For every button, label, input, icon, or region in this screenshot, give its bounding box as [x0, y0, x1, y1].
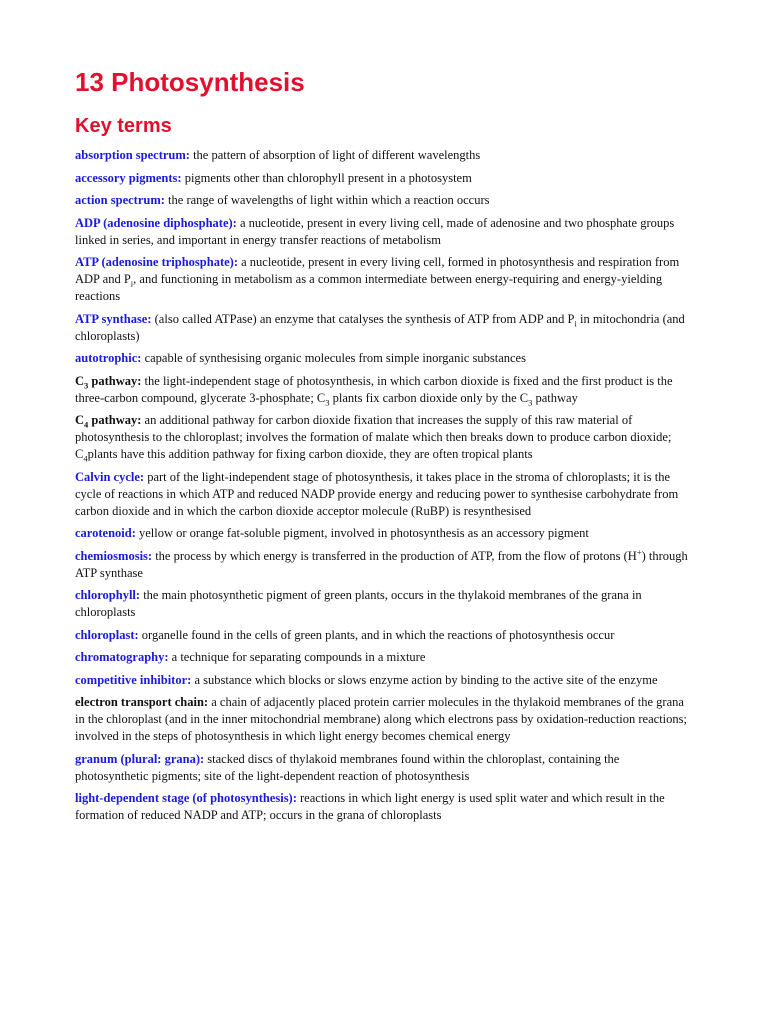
term-entry	[75, 672, 695, 689]
term-label: $C_4$ pathway:	[75, 413, 142, 430]
page-title: 13 Photosynthesis	[75, 67, 305, 97]
term-definition: a nucleotide, present in every living cell, formed in photosynthesis and respiration from ADP and $P_i$, and functioning in metabolism as a common intermediate between energy-requiring and energy-yielding reactions	[75, 255, 680, 303]
term-definition: the range of wavelengths of light within which a reaction occurs	[168, 193, 490, 207]
term-entry	[75, 254, 695, 305]
term-definition: a nucleotide, present in every living cell, made of adenosine and two phosphate groups linked in series, and important in energy transfer reactions of metabolism	[75, 215, 675, 247]
term-definition: the process by which energy is transferred in the production of ATP, from the flow of protons (H+) through ATP synthase	[75, 546, 688, 580]
term-label: action spectrum:	[75, 193, 165, 207]
term-entry	[75, 412, 695, 463]
term-entry	[75, 649, 695, 666]
term-label: chromatography:	[75, 650, 169, 664]
term-label: autotrophic:	[75, 351, 142, 365]
term-label: electron transport chain:	[75, 695, 209, 709]
term-entry	[75, 751, 695, 785]
term-entry	[75, 627, 695, 644]
term-definition: yellow or orange fat-soluble pigment, involved in photosynthesis as an accessory pigment	[139, 526, 589, 540]
term-label: competitive inhibitor:	[75, 672, 192, 687]
term-definition: a substance which blocks or slows enzyme action by binding to the active site of the enzyme	[194, 672, 658, 687]
term-label: ADP (adenosine diphosphate):	[75, 215, 237, 230]
term-label: chemiosmosis:	[75, 548, 153, 563]
term-definition: capable of synthesising organic molecules from simple inorganic substances	[144, 351, 526, 365]
term-label: light-dependent stage (of photosynthesis):	[75, 791, 297, 805]
term-definition: a chain of adjacently placed protein carrier molecules in the thylakoid membranes of the grana in the chloroplast (and in the inner mitochondrial membrane) along which electrons pass by oxidation-reduction reactions; involved in the steps of photosynthesis in which light energy becomes chemical energy	[75, 695, 687, 743]
term-entry	[75, 790, 695, 824]
term-entry	[75, 548, 695, 582]
term-definition: an additional pathway for carbon dioxide fixation that increases the supply of this raw material of photosynthesis to the chloroplast; involves the formation of malate which then breaks down to produce carbon dioxide; $C_4plants$ have this addition pathway for fixing carbon dioxide, they are often tropical plants	[75, 413, 672, 464]
term-entry	[75, 170, 695, 187]
term-entry	[75, 192, 695, 209]
term-label: ATP synthase:	[75, 311, 152, 326]
term-entry	[75, 350, 695, 367]
term-label: absorption spectrum:	[75, 148, 190, 162]
term-entry	[75, 373, 695, 407]
term-entry	[75, 525, 695, 542]
term-label: $C_3$ pathway:	[75, 373, 142, 390]
term-entry	[75, 469, 695, 520]
term-entry	[75, 311, 695, 345]
term-entry	[75, 215, 695, 249]
term-entry	[75, 694, 695, 745]
term-label: Calvin cycle:	[75, 469, 145, 484]
term-definition: the light-independent stage of photosynthesis, in which carbon dioxide is fixed and the first product is the three-carbon compound, glycerate 3-phosphate; $C_3$ plants fix carbon dioxide only by the $C_3$ pathway	[75, 373, 673, 407]
term-label: granum (plural: grana):	[75, 751, 205, 766]
term-definition: stacked discs of thylakoid membranes found within the chloroplast, containing the photosynthetic pigments; site of the light-dependent reaction of photosynthesis	[75, 751, 620, 783]
term-entry	[75, 147, 695, 164]
term-label: chloroplast:	[75, 627, 139, 642]
term-definition: pigments other than chlorophyll present in a photosystem	[184, 170, 472, 185]
key-terms-list	[75, 147, 695, 830]
term-definition: the main photosynthetic pigment of green plants, occurs in the thylakoid membranes of the grana in chloroplasts	[75, 588, 642, 619]
term-label: chlorophyll:	[75, 588, 141, 602]
term-entry	[75, 587, 695, 621]
term-definition: part of the light-independent stage of photosynthesis, it takes place in the stroma of chloroplasts; it is the cycle of reactions in which ATP and reduced NADP provide energy and reducing power to synthesise carbohydrate from carbon dioxide and in which the carbon dioxide acceptor molecule (RuBP) is resynthesised	[75, 469, 679, 518]
term-label: ATP (adenosine triphosphate):	[75, 255, 238, 269]
term-definition: the pattern of absorption of light of different wavelengths	[193, 148, 481, 162]
term-definition: organelle found in the cells of green plants, and in which the reactions of photosynthesis occur	[141, 627, 615, 642]
term-definition: a technique for separating compounds in a mixture	[171, 650, 426, 664]
section-heading-key-terms: Key terms	[75, 115, 172, 137]
term-label: carotenoid:	[75, 526, 136, 540]
term-definition: reactions in which light energy is used split water and which result in the formation of reduced NADP and ATP; occurs in the grana of chloroplasts	[75, 791, 665, 822]
term-definition: (also called ATPase) an enzyme that catalyses the synthesis of ATP from ADP and $P_i$ in mitochondria (and chloroplasts)	[75, 311, 685, 343]
term-label: accessory pigments:	[75, 170, 182, 185]
